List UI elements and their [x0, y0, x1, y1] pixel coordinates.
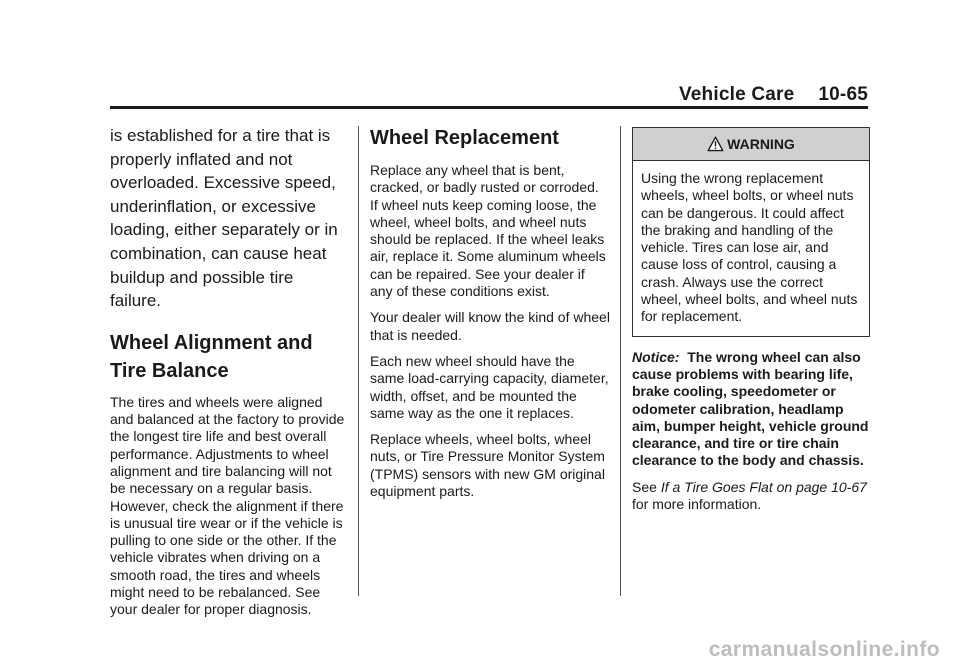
- cross-reference-link[interactable]: If a Tire Goes Flat on page 10-67: [660, 478, 867, 495]
- warning-box: [632, 127, 870, 337]
- column-left: [110, 124, 348, 628]
- column-middle: [370, 124, 610, 509]
- see-reference-paragraph: [632, 479, 870, 514]
- column-divider: [358, 126, 359, 596]
- see-suffix: for more information.: [632, 496, 762, 513]
- notice-paragraph: [632, 349, 870, 470]
- see-prefix: See: [632, 478, 657, 495]
- notice-text: The wrong wheel can also cause problems with bearing life, brake cooling, speedometer or odometer calibration, headlamp aim, bumper height, vehicle ground clearance, and tire or tire chain clearance to the body and chassis.: [632, 348, 869, 469]
- alignment-paragraph: The tires and wheels were aligned and balanced at the factory to provide the longest tire life and best overall performance. Adjustments to wheel alignment and tire balancing will not be necessary on a regular basis. However, check the alignment if there is unusual tire wear or if the vehicle is pulling to one side or the other. If the vehicle vibrates when driving on a smooth road, the tires and wheels might need to be rebalanced. See your dealer for proper diagnosis.: [110, 393, 345, 618]
- replacement-paragraph-3: Each new wheel should have the same load-carrying capacity, diameter, width, offset, and be mounted the same way as the one it replaces.: [370, 352, 609, 421]
- column-divider: [620, 126, 621, 596]
- column-right: [632, 124, 870, 513]
- section-heading-wheel-replacement: Wheel Replacement: [370, 127, 559, 149]
- section-heading-wheel-alignment: Wheel Alignment and Tire Balance: [110, 331, 313, 382]
- watermark: carmanualsonline.info: [708, 638, 940, 661]
- page-header: [679, 84, 868, 106]
- page-number: 10-65: [818, 84, 868, 105]
- continued-paragraph: is established for a tire that is properly inflated and not overloaded. Excessive speed, underinflation, or excessive loading, either separately or in combination, can cause heat buildup and possible tire failure.: [110, 126, 338, 311]
- warning-title: WARNING: [727, 136, 795, 152]
- warning-header: [633, 128, 869, 161]
- header-rule: [110, 106, 868, 109]
- warning-triangle-icon: [707, 136, 724, 152]
- replacement-paragraph-1: Replace any wheel that is bent, cracked, or badly rusted or corroded. If wheel nuts keep coming loose, the wheel, wheel bolts, and wheel nuts should be replaced. If the wheel leaks air, replace it. Some aluminum wheels can be repaired. See your dealer if any of these conditions exist.: [370, 162, 606, 300]
- section-title: Vehicle Care: [678, 84, 795, 105]
- warning-text: Using the wrong replacement wheels, wheel bolts, or wheel nuts can be dangerous. It could affect the braking and handling of the vehicle. Tires can lose air, and cause loss of control, causing a crash. Always use the correct wheel, wheel bolts, and wheel nuts for replacement.: [641, 170, 858, 325]
- replacement-paragraph-4: Replace wheels, wheel bolts, wheel nuts, or Tire Pressure Monitor System (TPMS) sensors with new GM original equipment parts.: [370, 431, 605, 500]
- replacement-paragraph-2: Your dealer will know the kind of wheel that is needed.: [370, 309, 610, 343]
- notice-label: Notice:: [632, 348, 680, 365]
